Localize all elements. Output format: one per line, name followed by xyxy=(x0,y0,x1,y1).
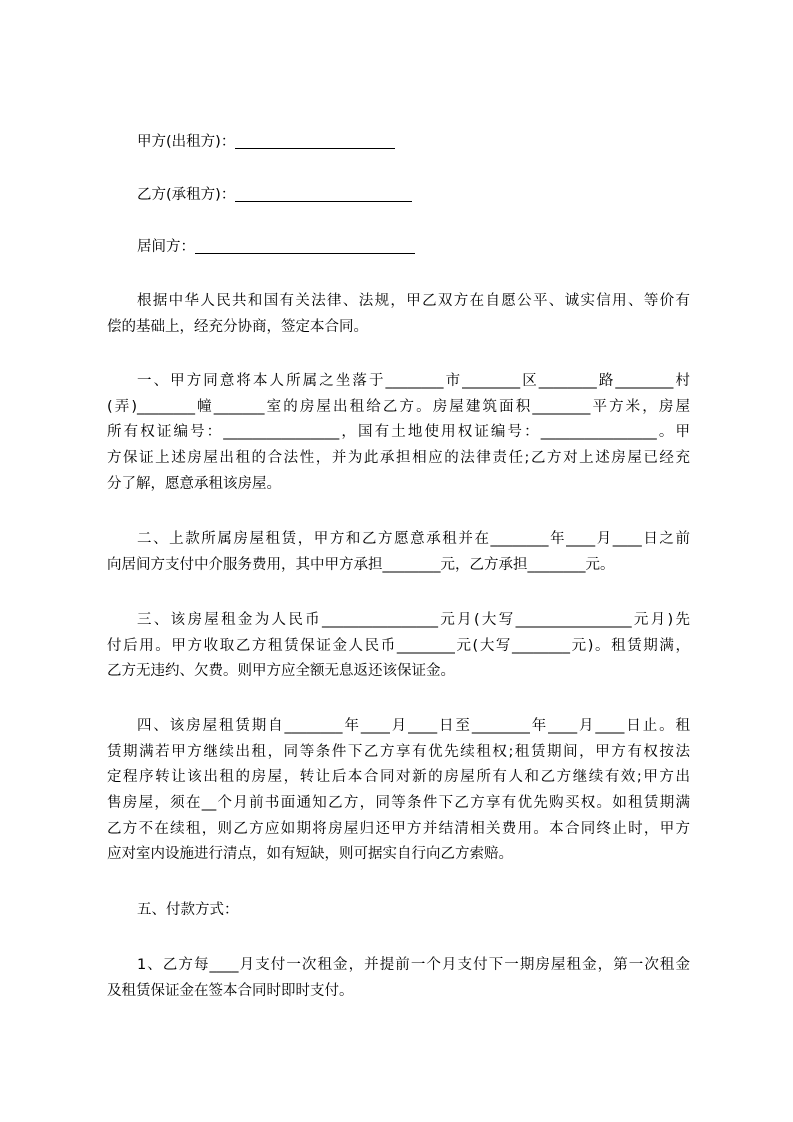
text-line: 方保证上述房屋出租的合法性，并为此承担相应的法律责任;乙方对上述房屋已经充 xyxy=(107,450,690,467)
clause-1 xyxy=(107,369,690,497)
text-line: 四、该房屋租赁期自________年____月____日至________年____月____日止。租 xyxy=(137,718,690,734)
clause-5-item-1 xyxy=(107,953,690,1004)
text-line: 赁期满若甲方继续出租，同等条件下乙方享有优先续租权;租赁期间，甲方有权按法 xyxy=(107,743,690,760)
clause-4 xyxy=(107,714,690,868)
party-b-label: 乙方(承租方)： xyxy=(137,187,236,203)
intermediary-label: 居间方： xyxy=(137,239,195,255)
party-a-line xyxy=(137,129,395,155)
party-b-field[interactable] xyxy=(235,185,412,202)
text-line: 二、上款所属房屋租赁，甲方和乙方愿意承租并在________年____月____日之前 xyxy=(137,531,690,547)
text-line: 三、该房屋租金为人民币________________元月(大写________________元月)先 xyxy=(137,612,690,628)
text-line: 定程序转让该出租的房屋，转让后本合同对新的房屋所有人和乙方继续有效;甲方出 xyxy=(107,769,690,786)
party-a-field[interactable] xyxy=(235,132,395,149)
clause-3 xyxy=(107,608,690,685)
intro-paragraph xyxy=(107,289,690,340)
party-a-label: 甲方(出租方)： xyxy=(137,134,236,150)
text-line: 付后用。甲方收取乙方租赁保证金人民币________元(大写________元)。租赁期满， xyxy=(107,637,690,654)
clause-2 xyxy=(107,527,690,578)
intermediary-line xyxy=(137,234,415,260)
text-line: 偿的基础上，经充分协商，签定本合同。 xyxy=(107,318,368,335)
text-line: 乙方不在续租，则乙方应如期将房屋归还甲方并结清相关费用。本合同终止时，甲方 xyxy=(107,820,690,837)
clause-5-heading xyxy=(107,898,690,924)
text-line: 向居间方支付中介服务费用，其中甲方承担________元，乙方承担________元。 xyxy=(107,556,615,573)
text-line: 一、甲方同意将本人所属之坐落于________市________区________路________村 xyxy=(137,373,690,389)
text-line: (弄)________幢_______室的房屋出租给乙方。房屋建筑面积________平方米，房屋 xyxy=(107,398,690,415)
text-line: 应对室内设施进行清点，如有短缺，则可据实自行向乙方索赔。 xyxy=(107,846,513,863)
text-line: 1、乙方每____月支付一次租金，并提前一个月支付下一期房屋租金，第一次租金 xyxy=(137,957,690,973)
intermediary-field[interactable] xyxy=(195,237,415,254)
text-line: 所有权证编号：________________，国有土地使用权证编号：________________。甲 xyxy=(107,424,690,441)
text-line: 根据中华人民共和国有关法律、法规，甲乙双方在自愿公平、诚实信用、等价有 xyxy=(137,293,690,309)
text-line: 乙方无违约、欠费。则甲方应全额无息返还该保证金。 xyxy=(107,663,455,680)
party-b-line xyxy=(137,182,412,208)
text-line: 售房屋，须在__个月前书面通知乙方，同等条件下乙方享有优先购买权。如租赁期满 xyxy=(107,795,690,812)
text-line: 及租赁保证金在签本合同时即时支付。 xyxy=(107,982,354,999)
text-line: 分了解，愿意承租该房屋。 xyxy=(107,475,281,492)
text-line: 五、付款方式： xyxy=(137,902,239,918)
